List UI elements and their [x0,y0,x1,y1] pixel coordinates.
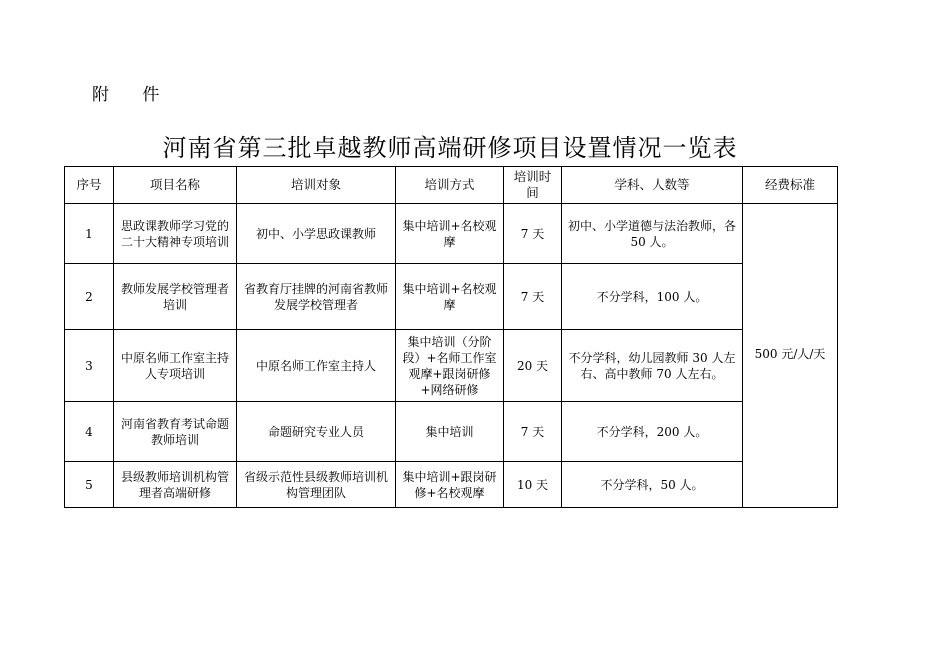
row-index: 2 [65,264,114,330]
row-duration: 10 天 [504,462,562,508]
row-target: 省级示范性县级教师培训机构管理团队 [237,462,396,508]
project-table [64,166,838,508]
row-name: 县级教师培训机构管理者高端研修 [114,462,237,508]
header-name: 项目名称 [114,167,237,204]
header-index: 序号 [65,167,114,204]
row-index: 3 [65,330,114,402]
attachment-label: 附 件 [92,85,174,105]
header-target: 培训对象 [237,167,396,204]
header-fee: 经费标准 [743,167,838,204]
row-subject-count: 初中、小学道德与法治教师，各 50 人。 [562,204,743,264]
table-row [65,264,838,330]
row-index: 1 [65,204,114,264]
row-index: 4 [65,402,114,462]
row-name: 思政课教师学习党的二十大精神专项培训 [114,204,237,264]
row-target: 命题研究专业人员 [237,402,396,462]
row-index: 5 [65,462,114,508]
row-duration: 7 天 [504,402,562,462]
row-name: 教师发展学校管理者培训 [114,264,237,330]
row-duration: 20 天 [504,330,562,402]
table-row [65,330,838,402]
row-subject-count: 不分学科，200 人。 [562,402,743,462]
row-target: 省教育厅挂牌的河南省教师发展学校管理者 [237,264,396,330]
fee-standard: 500 元/人/天 [743,204,838,508]
row-method: 集中培训+名校观摩 [396,264,504,330]
row-subject-count: 不分学科，100 人。 [562,264,743,330]
row-name: 河南省教育考试命题教师培训 [114,402,237,462]
table-header-row [65,167,838,204]
row-target: 中原名师工作室主持人 [237,330,396,402]
row-target: 初中、小学思政课教师 [237,204,396,264]
header-duration: 培训时间 [504,167,562,204]
row-method: 集中培训（分阶段）+名师工作室观摩+跟岗研修+网络研修 [396,330,504,402]
row-method: 集中培训 [396,402,504,462]
row-name: 中原名师工作室主持人专项培训 [114,330,237,402]
table-row [65,402,838,462]
row-subject-count: 不分学科，幼儿园教师 30 人左右、高中教师 70 人左右。 [562,330,743,402]
table-row [65,204,838,264]
document-title: 河南省第三批卓越教师高端研修项目设置情况一览表 [162,134,738,162]
header-subject-count: 学科、人数等 [562,167,743,204]
row-method: 集中培训+名校观摩 [396,204,504,264]
row-duration: 7 天 [504,204,562,264]
row-duration: 7 天 [504,264,562,330]
header-method: 培训方式 [396,167,504,204]
row-subject-count: 不分学科，50 人。 [562,462,743,508]
row-method: 集中培训+跟岗研修+名校观摩 [396,462,504,508]
table-row [65,462,838,508]
